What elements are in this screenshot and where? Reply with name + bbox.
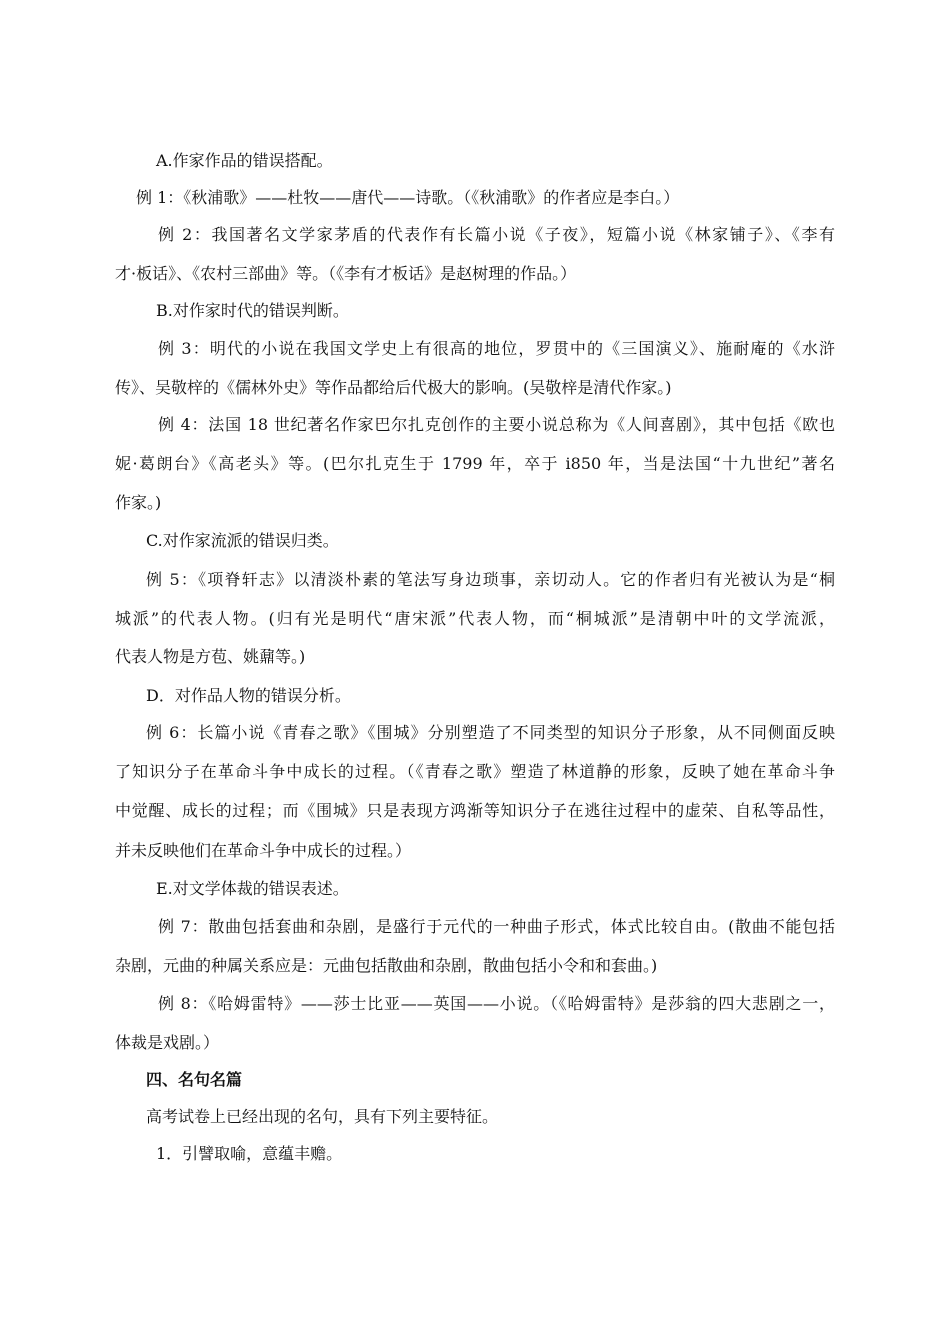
example-4-line-3: 作家。) — [115, 493, 162, 512]
subheading-b: B.对作家时代的错误判断。 — [156, 301, 349, 320]
subheading-c: C.对作家流派的错误归类。 — [146, 531, 339, 550]
section-heading: 四、名句名篇 — [146, 1070, 243, 1089]
example-6-line-3: 中觉醒、成长的过程；而《围城》只是表现方鸿渐等知识分子在逃往过程中的虚荣、自私等品性， — [115, 801, 835, 820]
example-1: 例 1：《秋浦歌》——杜牧——唐代——诗歌。（《秋浦歌》的作者应是李白。） — [136, 188, 680, 207]
example-8-line-2: 体裁是戏剧。） — [115, 1033, 220, 1052]
example-2-line-1: 例 2：我国著名文学家茅盾的代表作有长篇小说《子夜》，短篇小说《林家铺子》、《李有 — [158, 225, 835, 244]
example-8-line-1: 例 8：《哈姆雷特》——莎士比亚——英国——小说。（《哈姆雷特》是莎翁的四大悲剧之一， — [158, 994, 835, 1013]
example-6-line-4: 并未反映他们在革命斗争中成长的过程。） — [115, 841, 412, 860]
section-intro: 高考试卷上已经出现的名句，具有下列主要特征。 — [146, 1107, 499, 1126]
example-3-line-2: 传》、吴敬梓的《儒林外史》等作品都给后代极大的影响。(吴敬梓是清代作家。) — [115, 378, 672, 397]
example-6-line-2: 了知识分子在革命斗争中成长的过程。（《青春之歌》塑造了林道静的形象，反映了她在革命斗争 — [115, 762, 835, 781]
example-4-line-1: 例 4：法国 18 世纪著名作家巴尔扎克创作的主要小说总称为《人间喜剧》，其中包括《欧也 — [158, 415, 835, 434]
example-5-line-3: 代表人物是方苞、姚鼐等。) — [115, 647, 306, 666]
subheading-d: D．对作品人物的错误分析。 — [146, 686, 351, 705]
subheading-a: A.作家作品的错误搭配。 — [156, 151, 333, 170]
example-7-line-1: 例 7：散曲包括套曲和杂剧，是盛行于元代的一种曲子形式，体式比较自由。(散曲不能包括 — [158, 917, 835, 936]
example-2-line-2: 才·板话》、《农村三部曲》等。（《李有才板话》是赵树理的作品。） — [115, 264, 577, 283]
example-7-line-2: 杂剧，元曲的种属关系应是：元曲包括散曲和杂剧，散曲包括小令和和套曲。) — [115, 956, 658, 975]
example-4-line-2: 妮·葛朗台》《高老头》等。(巴尔扎克生于 1799 年，卒于 i850 年，当是法国“十九世纪”著名 — [115, 454, 835, 473]
subheading-e: E.对文学体裁的错误表述。 — [156, 879, 349, 898]
example-6-line-1: 例 6：长篇小说《青春之歌》《围城》分别塑造了不同类型的知识分子形象，从不同侧面反映 — [146, 723, 835, 742]
example-5-line-2: 城派”的代表人物。(归有光是明代“唐宋派”代表人物，而“桐城派”是清朝中叶的文学流派， — [115, 609, 835, 628]
example-3-line-1: 例 3：明代的小说在我国文学史上有很高的地位，罗贯中的《三国演义》、施耐庵的《水浒 — [158, 339, 835, 358]
example-5-line-1: 例 5：《项脊轩志》以清淡朴素的笔法写身边琐事，亲切动人。它的作者归有光被认为是“桐 — [146, 570, 835, 589]
feature-1: 1．引譬取喻，意蕴丰赡。 — [156, 1144, 343, 1163]
